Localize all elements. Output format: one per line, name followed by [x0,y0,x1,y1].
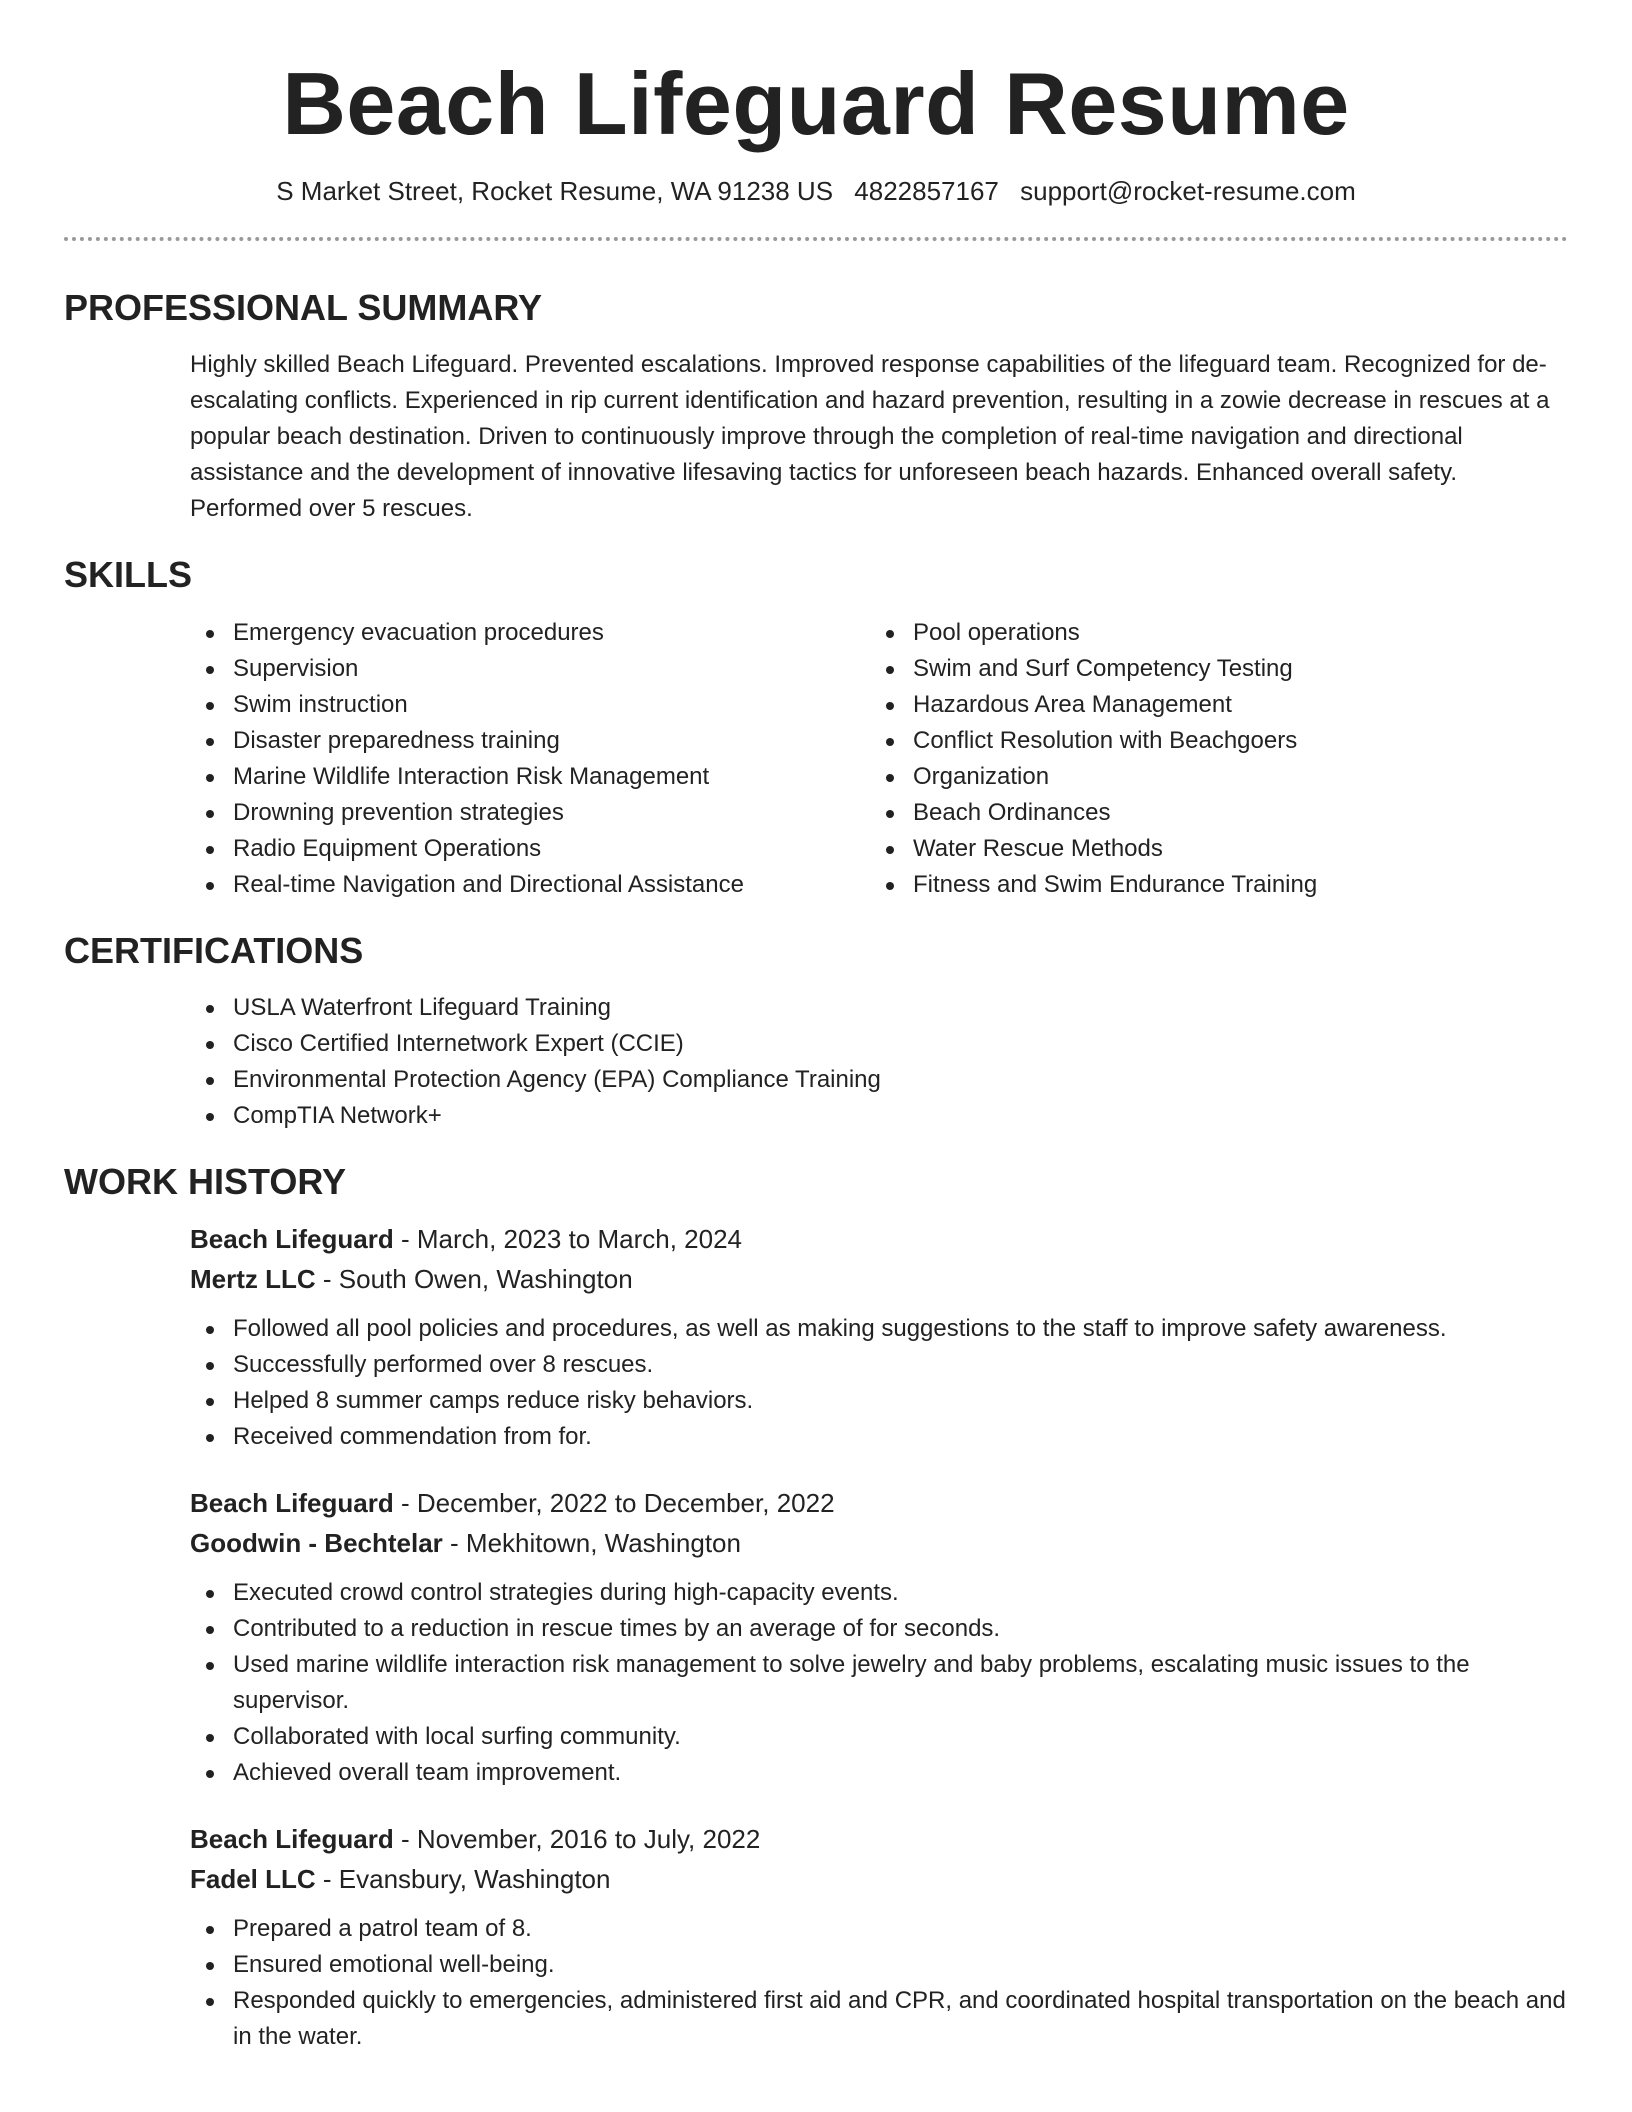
job-bullets [190,1575,1568,1791]
job-separator: - [393,1223,417,1254]
job-separator: - [442,1527,466,1558]
job-bullet: Received commendation from for. [190,1419,1568,1455]
job-dates: March, 2023 to March, 2024 [416,1223,743,1254]
contact-line [64,176,1568,207]
job-entry [190,1483,1568,1791]
jobs-container [64,1219,1568,2055]
skill-item: Radio Equipment Operations [190,831,870,867]
job-role: Beach Lifeguard [190,1487,394,1518]
job-entry [190,1219,1568,1455]
job-location: South Owen, Washington [338,1263,633,1294]
job-separator: - [393,1487,417,1518]
skill-item: Emergency evacuation procedures [190,615,870,651]
job-bullet: Ensured emotional well-being. [190,1947,1568,1983]
job-separator: - [315,1863,339,1894]
certification-item: CompTIA Network+ [190,1098,1568,1134]
job-bullet: Followed all pool policies and procedures, as well as making suggestions to the staff to improve safety awareness. [190,1311,1568,1347]
certifications-list [190,990,1568,1134]
skill-item: Drowning prevention strategies [190,795,870,831]
job-bullets [190,1311,1568,1455]
certification-item: Cisco Certified Internetwork Expert (CCIE) [190,1026,1568,1062]
job-bullet: Contributed to a reduction in rescue times by an average of for seconds. [190,1611,1568,1647]
header-divider [64,237,1568,241]
job-company: Fadel LLC [190,1863,316,1894]
contact-email: support@rocket-resume.com [1020,176,1356,206]
job-bullet: Collaborated with local surfing community. [190,1719,1568,1755]
job-bullet: Achieved overall team improvement. [190,1755,1568,1791]
job-location: Mekhitown, Washington [465,1527,741,1558]
certification-item: USLA Waterfront Lifeguard Training [190,990,1568,1026]
work-history-section [64,1160,1568,2055]
summary-text: Highly skilled Beach Lifeguard. Prevented escalations. Improved response capabilities of the lifeguard team. Recognized for de-escalating conflicts. Experienced in rip current identification and hazard prevention, resulting in a zowie decrease in rescues at a popular beach destination. Driven to continuously improve through the completion of real-time navigation and directional assistance and the development of innovative lifesaving tactics for unforeseen beach hazards. Enhanced overall safety. Performed over 5 rescues. [190,351,1550,523]
skill-item: Water Rescue Methods [870,831,1550,867]
contact-address: S Market Street, Rocket Resume, WA 91238 US [276,176,834,206]
skill-item: Hazardous Area Management [870,687,1550,723]
job-bullet: Responded quickly to emergencies, administered first aid and CPR, and coordinated hospital transportation on the beach and in the water. [190,1983,1568,2055]
job-bullet: Prepared a patrol team of 8. [190,1911,1568,1947]
job-separator: - [315,1263,339,1294]
skills-list-right [870,615,1550,903]
job-dates: November, 2016 to July, 2022 [416,1823,761,1854]
job-company: Mertz LLC [190,1263,316,1294]
skill-item: Supervision [190,651,870,687]
work-history-heading: WORK HISTORY [64,1160,347,1202]
job-entry [190,1819,1568,2055]
job-company-line [190,1523,1568,1563]
job-role: Beach Lifeguard [190,1823,394,1854]
job-bullet: Successfully performed over 8 rescues. [190,1347,1568,1383]
job-title-line [190,1483,1568,1523]
job-title-line [190,1819,1568,1859]
job-bullet: Used marine wildlife interaction risk management to solve jewelry and baby problems, escalating music issues to the supervisor. [190,1647,1568,1719]
skill-item: Organization [870,759,1550,795]
skill-item: Fitness and Swim Endurance Training [870,867,1550,903]
skills-column-right [870,615,1550,903]
skills-column-left [190,615,870,903]
resume-page [64,0,1568,2055]
job-company: Goodwin - Bechtelar [190,1527,443,1558]
certifications-section [64,929,1568,1134]
job-company-line [190,1859,1568,1899]
skill-item: Pool operations [870,615,1550,651]
skill-item: Real-time Navigation and Directional Assistance [190,867,870,903]
job-bullet: Helped 8 summer camps reduce risky behaviors. [190,1383,1568,1419]
certifications-heading: CERTIFICATIONS [64,929,364,971]
skill-item: Conflict Resolution with Beachgoers [870,723,1550,759]
certification-item: Environmental Protection Agency (EPA) Compliance Training [190,1062,1568,1098]
summary-section [64,286,1568,527]
skills-heading: SKILLS [64,554,193,596]
skills-section [64,553,1568,902]
job-company-line [190,1259,1568,1299]
job-separator: - [393,1823,417,1854]
summary-heading: PROFESSIONAL SUMMARY [64,287,543,329]
job-location: Evansbury, Washington [338,1863,611,1894]
skills-grid [190,615,1568,903]
job-dates: December, 2022 to December, 2022 [416,1487,835,1518]
skill-item: Beach Ordinances [870,795,1550,831]
skills-list-left [190,615,870,903]
resume-title: Beach Lifeguard Resume [282,54,1350,153]
contact-phone: 4822857167 [854,176,999,206]
skill-item: Swim instruction [190,687,870,723]
skill-item: Swim and Surf Competency Testing [870,651,1550,687]
skill-item: Disaster preparedness training [190,723,870,759]
skill-item: Marine Wildlife Interaction Risk Management [190,759,870,795]
job-bullet: Executed crowd control strategies during high-capacity events. [190,1575,1568,1611]
job-bullets [190,1911,1568,2055]
job-role: Beach Lifeguard [190,1223,394,1254]
job-title-line [190,1219,1568,1259]
